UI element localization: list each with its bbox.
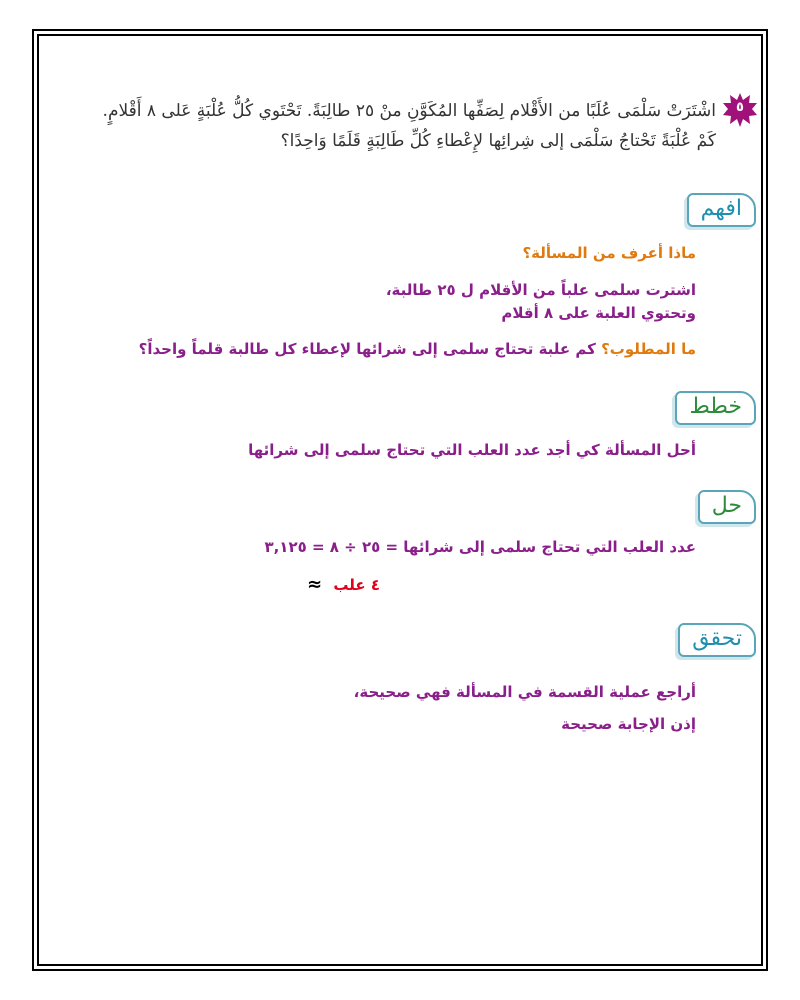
required-text: كم علبة تحتاج سلمى إلى شرائها لإعطاء كل طالبة قلماً واحداً؟ (138, 340, 602, 358)
understand-badge: افهم (687, 193, 756, 227)
known-fact-2: وتحتوي العلبة على ٨ أقلام (501, 304, 696, 322)
problem-line-2: كَمْ عُلْبَةً تَحْتاجُ سَلْمَى إلى شِرائِها لإِعْطاءِ كُلِّ طَالِبَةٍ قَلَمًا وَاحِدًا؟ (280, 131, 716, 151)
approx-symbol: ≈ (307, 574, 323, 595)
problem-line-1: اشْتَرَتْ سَلْمَى عُلَبًا من الأَقْلام لِصَفِّها المُكَوَّنِ منْ ٢٥ طالِبَةً. تَحْتَوي كُلُّ عُلْبَةٍ عَلى ٨ أَقْلامٍ. (102, 101, 716, 121)
inner-frame (37, 34, 763, 966)
solve-equation: عدد العلب التي تحتاج سلمى إلى شرائها = ٢٥ ÷ ٨ = ٣,١٢٥ (264, 538, 696, 556)
plan-badge: خطط (675, 391, 756, 425)
problem-number-star-icon (722, 92, 758, 128)
known-question: ماذا أعرف من المسألة؟ (522, 244, 696, 262)
problem-statement (58, 96, 758, 156)
solve-answer: ٤ علب (333, 576, 380, 594)
check-badge: تحقق (678, 623, 756, 657)
solve-badge: حل (698, 490, 756, 524)
check-line-1: أراجع عملية القسمة في المسألة فهي صحيحة، (353, 683, 696, 701)
solve-answer-line (307, 574, 380, 595)
plan-text: أحل المسألة كي أجد عدد العلب التي تحتاج سلمى إلى شرائها (248, 441, 696, 459)
required-line (139, 340, 696, 358)
problem-number: ٥ (736, 100, 744, 115)
required-label: ما المطلوب؟ (601, 340, 696, 358)
known-fact-1: اشترت سلمى علباً من الأقلام ل ٢٥ طالبة، (385, 281, 696, 299)
check-line-2: إذن الإجابة صحيحة (561, 715, 696, 733)
